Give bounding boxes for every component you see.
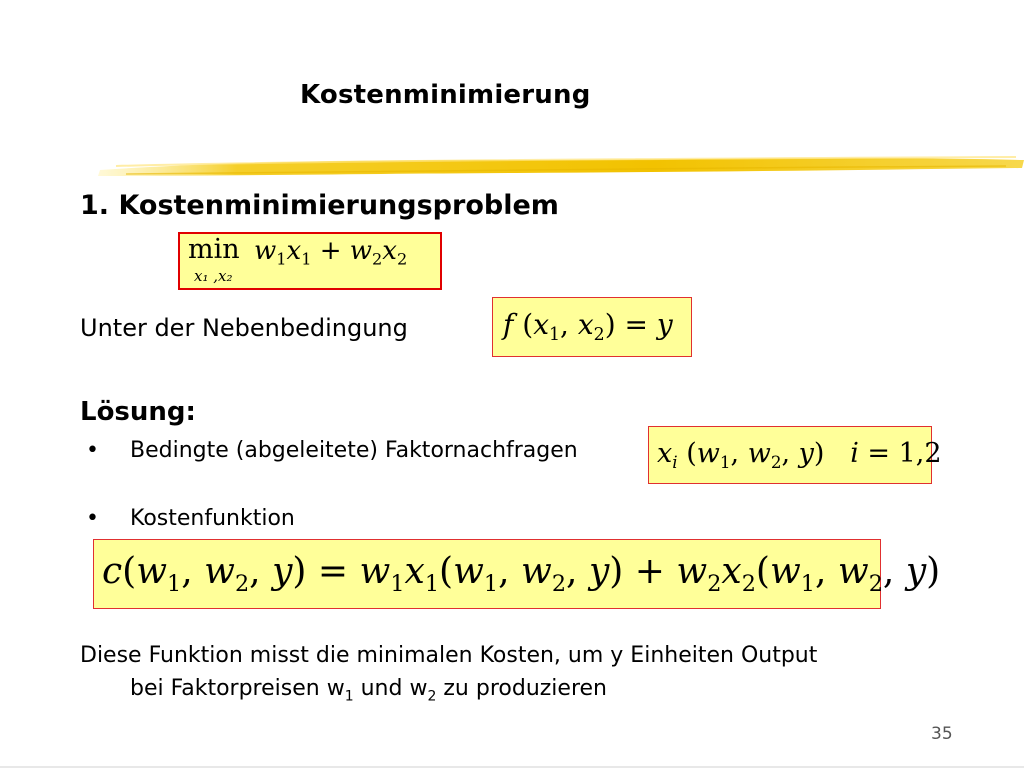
cost-function-formula: $c(w_1$, $w_2$, $y) = w_1x_1(w_1$, $w_2$, $y) + w_2x_2(w_1$, $w_2$, y): [102, 551, 941, 597]
bullet-marker: •: [86, 438, 99, 463]
constraint-label: Unter der Nebenbedingung: [80, 314, 408, 342]
factor-demand-formula: $x_i$ ($w_1$, $w_2$, y) i = 1,2: [657, 438, 942, 472]
section-heading: 1. Kostenminimierungsproblem: [80, 190, 559, 221]
constraint-formula: f ($x_1$, $x_2) = y$: [503, 308, 673, 346]
conclusion-line-1: Diese Funktion misst die minimalen Kosten, um y Einheiten Output: [80, 643, 818, 668]
slide-title: Kostenminimierung: [300, 80, 591, 110]
page-number: 35: [931, 724, 953, 744]
bullet-factor-demand: Bedingte (abgeleitete) Faktornachfragen: [130, 438, 578, 463]
objective-formula-box: [178, 232, 442, 290]
solution-heading: Lösung:: [80, 397, 196, 427]
objective-expression: $w_1x_1 + w_2x_2$: [254, 236, 408, 269]
bullet-marker: •: [86, 506, 99, 531]
constraint-formula-box: [492, 297, 692, 357]
title-underline-stroke: [96, 146, 1024, 186]
factor-demand-formula-box: [648, 426, 942, 484]
bullet-cost-function: Kostenfunktion: [130, 506, 295, 531]
min-operator: min: [188, 234, 240, 265]
conclusion-line-2: bei Faktorpreisen $w_1$ und $w_2$ zu produzieren: [130, 676, 607, 705]
min-subscript: x₁ ,x₂: [194, 267, 233, 285]
cost-function-formula-box: [93, 539, 941, 609]
